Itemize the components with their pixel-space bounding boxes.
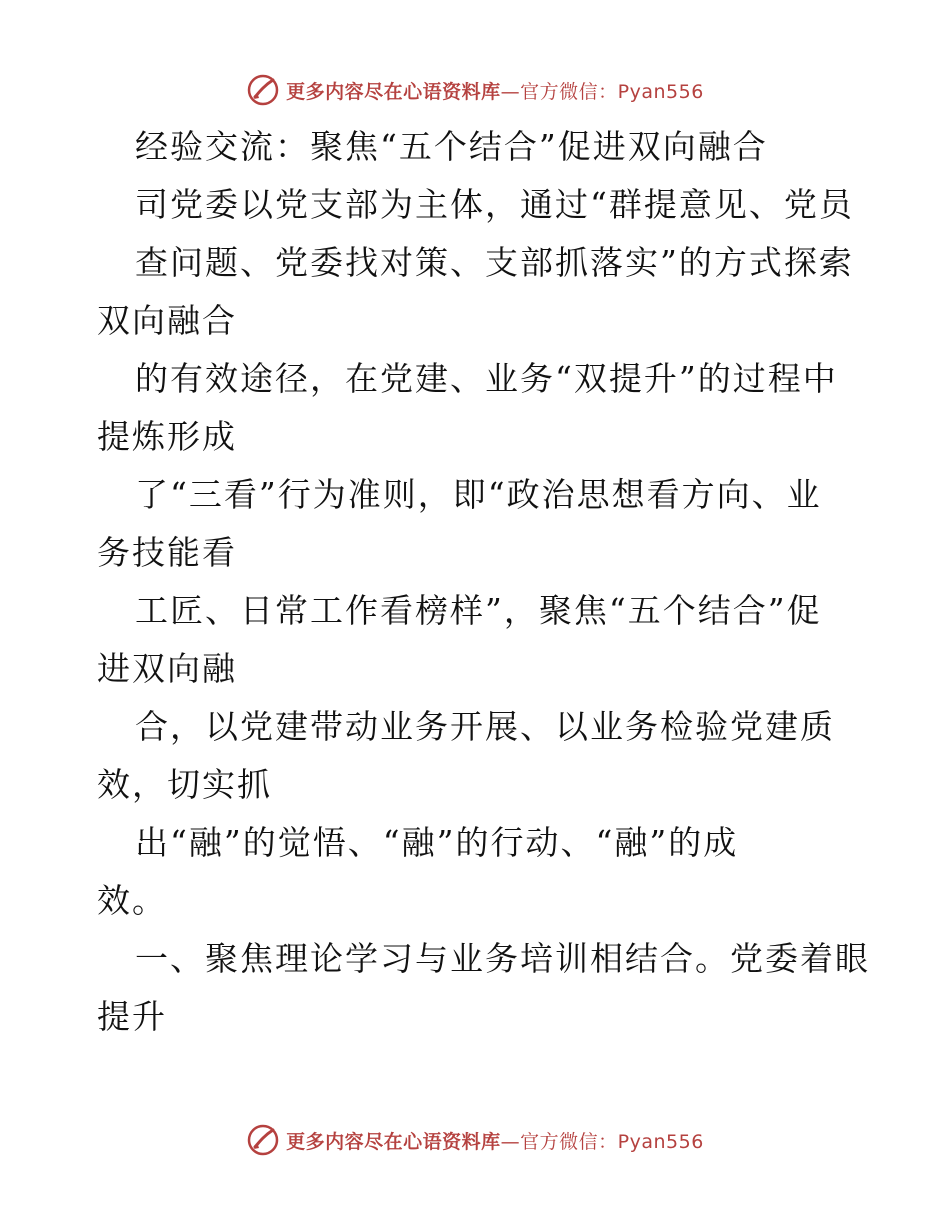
text-line: 效。 xyxy=(97,881,167,920)
text-line: 进双向融 xyxy=(97,649,237,688)
watermark-text xyxy=(286,77,704,104)
footer-watermark xyxy=(0,1120,950,1160)
text-line: 的有效途径，在党建、业务“双提升”的过程中 xyxy=(135,359,838,398)
watermark-contact: —官方微信：Pyan556 xyxy=(500,1130,704,1153)
text-line: 查问题、党委找对策、支部抓落实”的方式探索 xyxy=(135,243,854,282)
text-line: 工匠、日常工作看榜样”，聚焦“五个结合”促 xyxy=(135,591,822,630)
document-body xyxy=(97,118,870,1046)
text-line: 了“三看”行为准则，即“政治思想看方向、业 xyxy=(135,475,822,514)
watermark-brand: 更多内容尽在心语资料库 xyxy=(286,1130,501,1153)
text-line: 提升 xyxy=(97,997,167,1036)
text-line: 出“融”的觉悟、“融”的行动、“融”的成 xyxy=(135,823,739,862)
brush-circle-logo-icon xyxy=(246,1123,280,1157)
watermark-brand: 更多内容尽在心语资料库 xyxy=(286,80,501,103)
watermark-contact: —官方微信：Pyan556 xyxy=(500,80,704,103)
header-watermark xyxy=(0,70,950,110)
text-line: 一、聚焦理论学习与业务培训相结合。党委着眼 xyxy=(135,939,870,978)
watermark-text xyxy=(286,1127,704,1154)
text-line: 效，切实抓 xyxy=(97,765,272,804)
text-line: 经验交流：聚焦“五个结合”促进双向融合 xyxy=(135,127,768,166)
text-line: 双向融合 xyxy=(97,301,237,340)
brush-circle-logo-icon xyxy=(246,73,280,107)
text-line: 司党委以党支部为主体，通过“群提意见、党员 xyxy=(135,185,854,224)
text-line: 务技能看 xyxy=(97,533,237,572)
text-line: 提炼形成 xyxy=(97,417,237,456)
text-line: 合，以党建带动业务开展、以业务检验党建质 xyxy=(135,707,835,746)
